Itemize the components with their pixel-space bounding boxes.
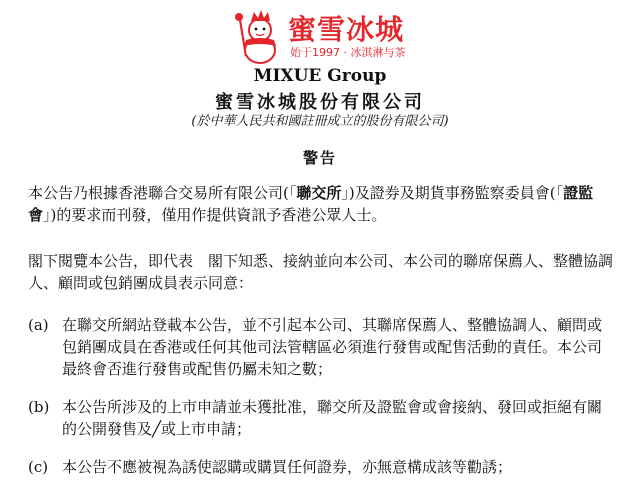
p1-term-sfc: 證監會 [28, 184, 594, 224]
list-item-label: (c) [28, 458, 49, 476]
p1-text-a: 本公告乃根據香港聯合交易所有限公司(「 [28, 184, 297, 202]
company-name-english: MIXUE Group [253, 66, 387, 86]
logo-slogan: 始于1997 · 冰淇淋与茶 [290, 46, 406, 59]
p1-text-e: 」)的要求而刊發，僅用作提供資訊予香港公眾人士。 [43, 206, 387, 224]
company-logo [230, 6, 420, 64]
paragraph-acknowledgement: 閣下閱覽本公告，即代表 閣下知悉、接納並向本公司、本公司的聯席保薦人、整體協調人、顧問或包銷團成員表示同意： [28, 252, 614, 292]
p1-text-c: 」)及證券及期貨事務監察委員會(「 [341, 184, 564, 202]
company-name-chinese: 蜜雪冰城股份有限公司 [215, 92, 425, 113]
incorporation-note: (於中華人民共和國註冊成立的股份有限公司) [191, 114, 449, 129]
p1-term-hkex: 聯交所 [296, 184, 342, 202]
list-item-text: 本公告不應被視為誘使認購或購買任何證券，亦無意構成該等勸誘； [62, 458, 513, 476]
list-item-label: (a) [28, 316, 49, 334]
snow-king-mascot-icon [230, 6, 286, 64]
paragraph-purpose [28, 182, 616, 226]
list-item-text: 在聯交所網站登載本公告，並不引起本公司、其聯席保薦人、整體協調人、顧問或包銷團成員在香港或任何其他司法管轄區必須進行發售或配售活動的責任。本公司最終會否進行發售或配售仍屬未知之數； [62, 316, 603, 378]
logo-brand-text: 蜜雪冰城 [288, 13, 405, 46]
warning-heading: 警告 [302, 149, 337, 167]
list-item-label: (b) [28, 398, 50, 416]
list-item-text: 本公告所涉及的上市申請並未獲批准，聯交所及證監會或會接納、發回或拒絕有關的公開發售及╱或上市申請； [62, 398, 603, 438]
